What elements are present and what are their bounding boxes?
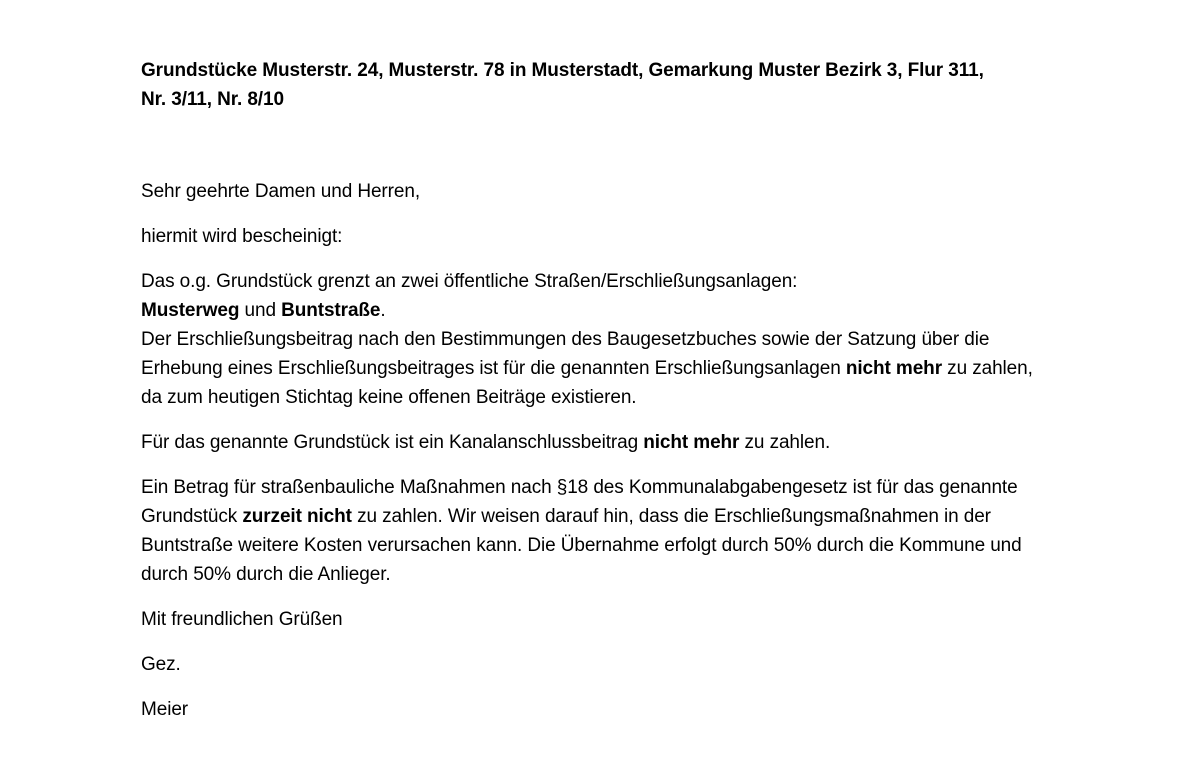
gez-line: Gez. — [141, 654, 181, 675]
street-buntstrasse: Buntstraße — [281, 300, 381, 321]
letter-body — [141, 56, 1041, 724]
strassenbau-text-a: Ein Betrag für straßenbauliche Maßnahmen nach §18 des Kommunalabgabengesetz ist für das genannte Grundstück — [141, 477, 1018, 527]
street-musterweg: Musterweg — [141, 300, 240, 321]
closing: Mit freundlichen Grüßen — [141, 609, 343, 630]
period: . — [380, 300, 386, 321]
subject-line-2: Nr. 3/11, Nr. 8/10 — [141, 89, 284, 110]
kanal-bold: nicht mehr — [643, 432, 740, 453]
erschliessung-bold: nicht mehr — [845, 358, 942, 379]
strassenbau-text-b: zu zahlen. Wir weisen darauf hin, dass die Erschließungsmaßnahmen in der Buntstraße weitere Kosten verursachen kann. Die Übernahme erfolgt durch 50% durch die Kommune und durch 50% durch die Anlieger. — [141, 506, 1022, 585]
paragraph-strassenbau — [141, 473, 1041, 589]
kanal-text-b: zu zahlen. — [739, 432, 831, 453]
salutation: Sehr geehrte Damen und Herren, — [141, 181, 420, 202]
subject-line — [141, 56, 1041, 114]
strassenbau-bold: zurzeit nicht — [242, 506, 352, 527]
kanal-text-a: Für das genannte Grundstück ist ein Kanalanschlussbeitrag — [141, 432, 644, 453]
streets-intro: Das o.g. Grundstück grenzt an zwei öffentliche Straßen/Erschließungsanlagen: — [141, 271, 798, 292]
paragraph-streets — [141, 267, 1041, 412]
signature-name: Meier — [141, 699, 189, 720]
paragraph-kanal — [141, 428, 1041, 457]
erschliessung-text-b: zu zahlen, da zum heutigen Stichtag keine offenen Beiträge existieren. — [141, 358, 1033, 408]
and-word: und — [239, 300, 282, 321]
intro-line: hiermit wird bescheinigt: — [141, 226, 343, 247]
subject-line-1: Grundstücke Musterstr. 24, Musterstr. 78 in Musterstadt, Gemarkung Muster Bezirk 3, Flur 311, — [141, 60, 984, 81]
erschliessung-text-a: Der Erschließungsbeitrag nach den Bestimmungen des Baugesetzbuches sowie der Satzung über die Erhebung eines Erschließungsbeitrages ist für die genannten Erschließungsanlagen — [141, 329, 990, 379]
